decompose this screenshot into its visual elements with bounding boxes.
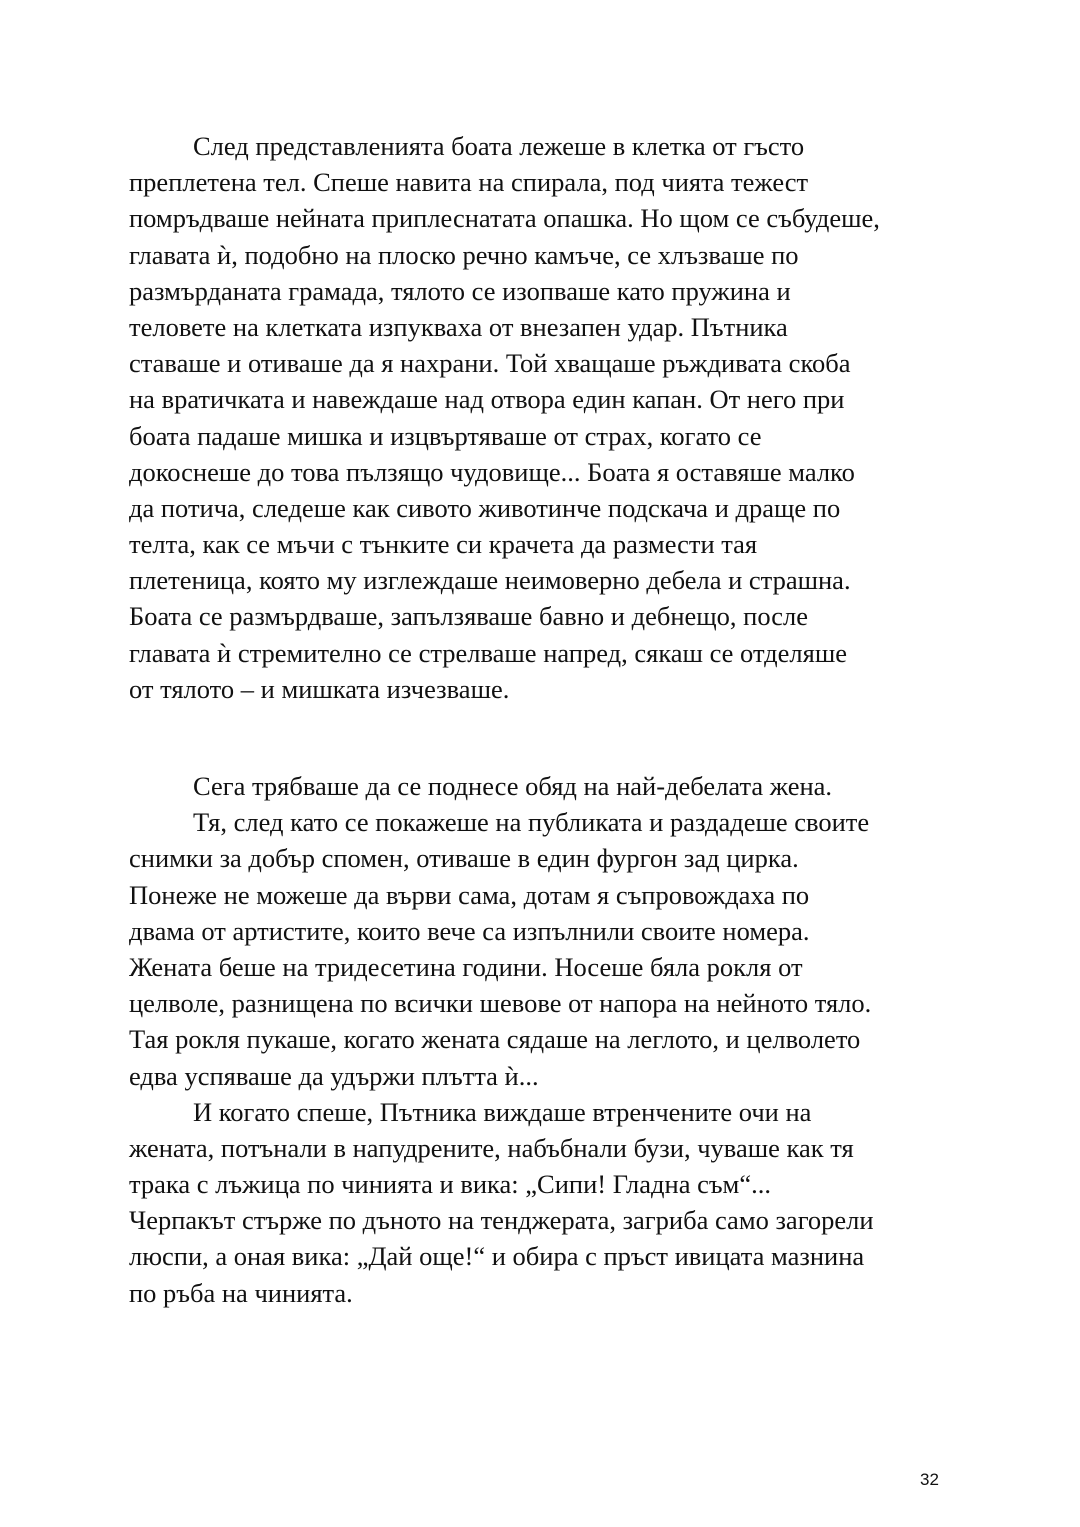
paragraph-line: теловете на клетката изпукваха от внезапен удар. Пътника (129, 311, 788, 342)
paragraph-line: от тялото – и мишката изчезваше. (129, 673, 510, 704)
paragraph-line: двама от артистите, които вече са изпълнили своите номера. (129, 915, 810, 946)
page-number: 32 (920, 1470, 939, 1489)
paragraph-line: помръдваше нейната приплеснатата опашка. Но щом се събудеше, (129, 203, 880, 234)
paragraph-line: Понеже не можеше да върви сама, дотам я съпровождаха по (129, 879, 810, 910)
paragraph-line: боата падаше мишка и изцвъртяваше от страх, когато се (129, 420, 762, 451)
paragraph-line: трака с лъжица по чинията и вика: „Сипи! Гладна съм“... (129, 1169, 771, 1200)
paragraph-line: целволе, разнищена по всички шевове от напора на нейното тяло. (129, 988, 872, 1019)
paragraph-line: След представленията боата лежеше в клетка от гъсто (193, 131, 805, 161)
paragraph-line: докоснеше до това пълзящо чудовище... Боата я оставяше малко (129, 456, 855, 487)
paragraph-line: И когато спеше, Пътника виждаше втренчените очи на (193, 1096, 812, 1127)
paragraph-line: преплетена тел. Спеше навита на спирала, под чиятa тежест (129, 167, 809, 198)
paragraph-line: главата ѝ, подобно на плоско речно камъче, се хлъзваше по (129, 239, 799, 270)
paragraph-line: на вратичката и навеждаше над отвора един капан. От него при (129, 384, 845, 415)
paragraph-line: Боата се размърдваше, запълзяваше бавно и дебнещо, после (129, 601, 809, 632)
paragraph-line: плетеница, която му изглеждаше неимоверно дебела и страшна. (129, 565, 851, 596)
paragraph-line: Черпакът стърже по дъното на тенджерата, загриба само загорели (129, 1205, 874, 1236)
paragraph-line: Сега трябваше да се поднесе обяд на най-дебелата жена. (193, 771, 833, 801)
paragraph-line: главата ѝ стремително се стрелваше напред, сякаш се отделяше (129, 637, 848, 668)
paragraph-line: Тая рокля пукаше, когато жената сядаше на леглото, и целволето (129, 1024, 861, 1055)
paragraph-line: жената, потънали в напудрените, набъбнали бузи, чуваше как тя (129, 1132, 854, 1163)
paragraph-line: едва успяваше да удържи плътта ѝ... (129, 1060, 539, 1091)
paragraph-line: люспи, а оная вика: „Дай още!“ и обира с пръст ивицата мазнина (129, 1241, 865, 1272)
paragraph-line: Жената беше на тридесетина години. Носеше бяла рокля от (129, 951, 803, 982)
paragraph-line: снимки за добър спомен, отиваше в един фургон зад цирка. (129, 843, 799, 874)
text-block-boa (129, 128, 959, 707)
paragraph-line: размърданата грамада, тялото се изопваше като пружина и (129, 275, 791, 306)
paragraph-line: Тя, след като се покажеше на публиката и раздадеше своите (193, 807, 870, 838)
paragraph-line: телта, как се мъчи с тънките си крачета да размести тая (129, 529, 758, 560)
text-block-fat-woman (129, 768, 959, 1311)
paragraph-line: по ръба на чинията. (129, 1277, 353, 1308)
paragraph-line: да потича, следеше как сивото животинче подскача и драще по (129, 492, 841, 523)
paragraph-line: ставаше и отиваше да я нахрани. Той хващаше ръждивата скоба (129, 348, 851, 379)
